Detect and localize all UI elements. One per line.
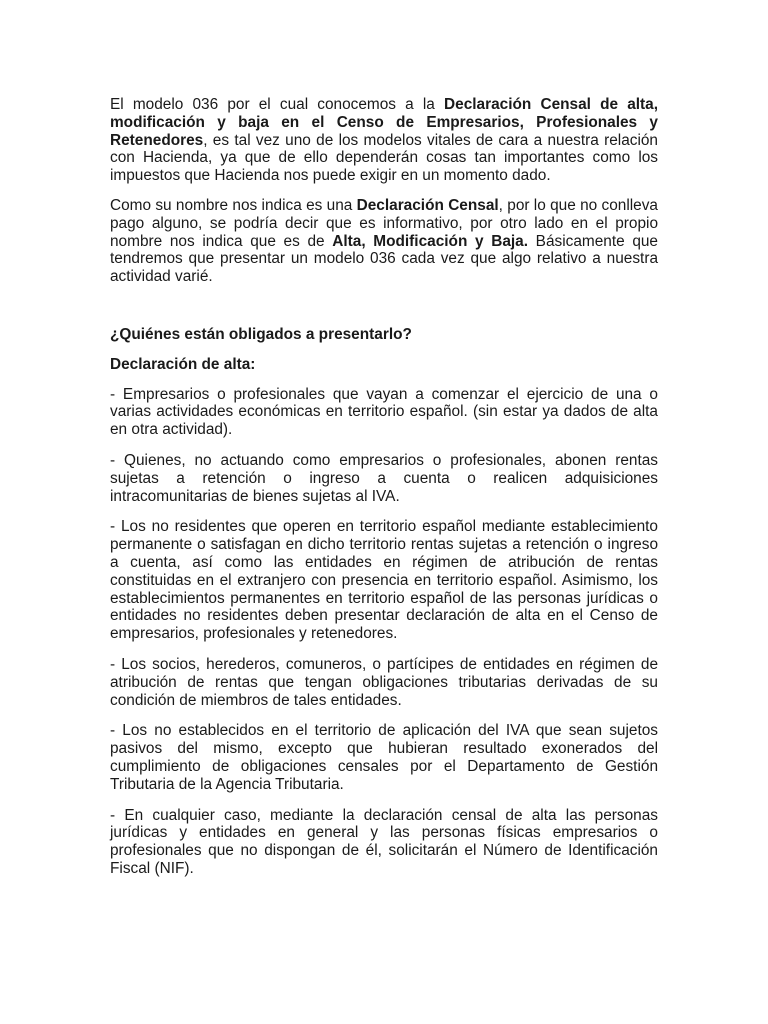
section-subheading: Declaración de alta: <box>110 355 256 373</box>
intro-p2-text-a: Como su nombre nos indica es una <box>110 196 357 214</box>
intro-p1-bold-title: Declaración Censal de alta, modificación y baja en el Censo de Empresarios, Profesionales y Retenedores <box>110 96 659 149</box>
intro-p2-bold-censal: Declaración Censal <box>356 196 499 214</box>
intro-paragraph-2 <box>110 197 658 286</box>
list-item: - En cualquier caso, mediante la declaración censal de alta las personas jurídicas y entidades en general y las personas físicas empresarios o profesionales que no dispongan de él, solicitarán el Número de Identificación Fiscal (NIF). <box>110 806 658 877</box>
list-item: - Los no establecidos en el territorio de aplicación del IVA que sean sujetos pasivos del mismo, excepto que hubieran resultado exonerados del cumplimiento de obligaciones censales por el Departamento de Gestión Tributaria de la Agencia Tributaria. <box>110 722 658 793</box>
section-question-heading: ¿Quiénes están obligados a presentarlo? <box>110 325 412 343</box>
intro-p2-bold-alta: Alta, Modificación y Baja. <box>332 232 529 250</box>
intro-p2-text-c: , por lo que no conlleva pago alguno, se podría decir que es informativo, por otro lado en el propio nombre nos indica que es de <box>110 196 658 250</box>
intro-p1-text-c: , es tal vez uno de los modelos vitales de cara a nuestra relación con Hacienda, ya que de ello dependerán cosas tan importantes como los impuestos que Hacienda nos puede exigir en un momento dado. <box>110 131 658 185</box>
document-page <box>110 96 658 891</box>
list-item: - Quienes, no actuando como empresarios o profesionales, abonen rentas sujetas a retención o ingreso a cuenta o realicen adquisiciones intracomunitarias de bienes sujetas al IVA. <box>110 451 658 505</box>
intro-paragraph-1 <box>110 96 658 185</box>
list-item: - Los no residentes que operen en territorio español mediante establecimiento permanente o satisfagan en dicho territorio rentas sujetas a retención o ingreso a cuenta, así como las entidades en régimen de atribución de rentas constituidas en el extranjero con presencia en territorio español. Asimismo, los establecimientos permanentes en territorio español de las personas jurídicas o entidades no residentes deben presentar declaración de alta en el Censo de empresarios, profesionales y retenedores. <box>110 518 658 643</box>
intro-p2-text-e: Básicamente que tendremos que presentar un modelo 036 cada vez que algo relativo a nuestra actividad varié. <box>110 232 658 286</box>
list-item: - Empresarios o profesionales que vayan a comenzar el ejercicio de una o varias actividades económicas en territorio español. (sin estar ya dados de alta en otra actividad). <box>110 385 658 439</box>
list-item: - Los socios, herederos, comuneros, o partícipes de entidades en régimen de atribución de rentas que tengan obligaciones tributarias derivadas de su condición de miembros de tales entidades. <box>110 655 658 709</box>
intro-p1-text-a: El modelo 036 por el cual conocemos a la <box>110 96 445 113</box>
